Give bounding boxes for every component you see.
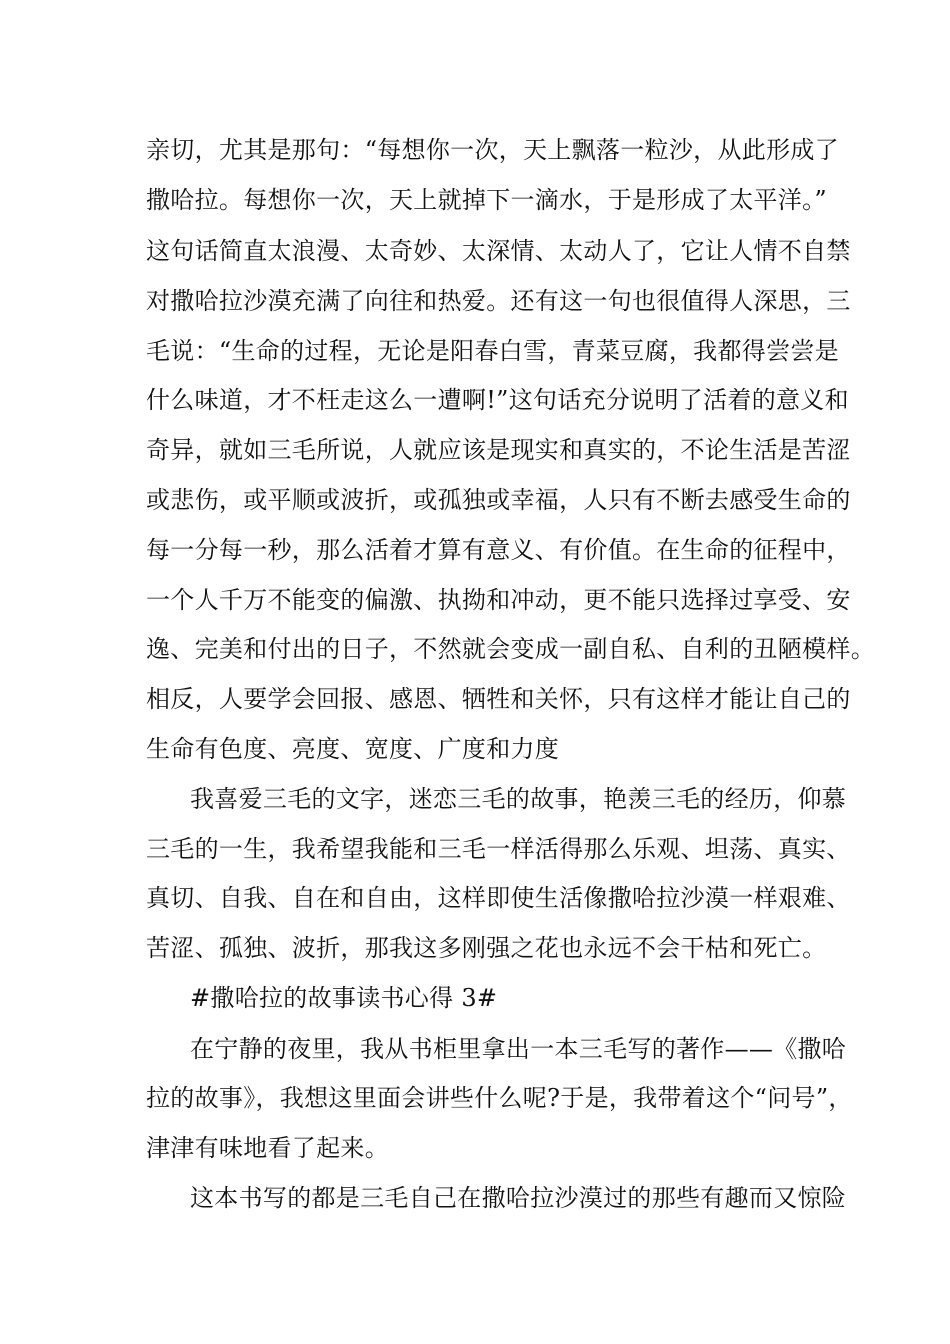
text-line: 生命有色度、亮度、宽度、广度和力度 xyxy=(146,735,560,763)
text-line: 拉的故事》，我想这里面会讲些什么呢?于是，我带着这个“问号”， xyxy=(146,1084,853,1112)
paragraph-start-line: 在宁静的夜里，我从书柜里拿出一本三毛写的著作——《撒哈 xyxy=(190,1035,847,1063)
text-line: 一个人千万不能变的偏激、执拗和冲动，更不能只选择过享受、安 xyxy=(146,586,851,614)
text-line: 什么味道，才不枉走这么一遭啊!”这句话充分说明了活着的意义和 xyxy=(146,386,849,414)
text-line: 对撒哈拉沙漠充满了向往和热爱。还有这一句也很值得人深思，三 xyxy=(146,287,851,315)
text-line: 或悲伤，或平顺或波折，或孤独或幸福，人只有不断去感受生命的 xyxy=(146,486,851,514)
text-line: 津津有味地看了起来。 xyxy=(146,1134,389,1162)
text-line: 真切、自我、自在和自由，这样即使生活像撒哈拉沙漠一样艰难、 xyxy=(146,884,851,912)
text-line: 亲切，尤其是那句：“每想你一次，天上飘落一粒沙，从此形成了 xyxy=(146,136,839,164)
text-line: 苦涩、孤独、波折，那我这多刚强之花也永远不会干枯和死亡。 xyxy=(146,934,827,962)
text-line: 相反，人要学会回报、感恩、牺牲和关怀，只有这样才能让自己的 xyxy=(146,685,851,713)
text-line: 每一分每一秒，那么活着才算有意义、有价值。在生命的征程中， xyxy=(146,536,851,564)
text-line: 奇异，就如三毛所说，人就应该是现实和真实的，不论生活是苦涩 xyxy=(146,436,851,464)
text-line: 三毛的一生，我希望我能和三毛一样活得那么乐观、坦荡、真实、 xyxy=(146,835,851,863)
paragraph-start-line: 这本书写的都是三毛自己在撒哈拉沙漠过的那些有趣而又惊险 xyxy=(190,1184,847,1212)
text-line: 这句话简直太浪漫、太奇妙、太深情、太动人了，它让人情不自禁 xyxy=(146,237,851,265)
text-line: 逸、完美和付出的日子，不然就会变成一副自私、自利的丑陋模样。 xyxy=(146,635,875,663)
section-heading: #撒哈拉的故事读书心得 3# xyxy=(190,984,498,1012)
paragraph-start-line: 我喜爱三毛的文字，迷恋三毛的故事，艳羡三毛的经历，仰慕 xyxy=(190,785,847,813)
text-line: 毛说：“生命的过程，无论是阳春白雪，青菜豆腐，我都得尝尝是 xyxy=(146,337,839,365)
text-line: 撒哈拉。每想你一次，天上就掉下一滴水，于是形成了太平洋。” xyxy=(146,186,827,214)
